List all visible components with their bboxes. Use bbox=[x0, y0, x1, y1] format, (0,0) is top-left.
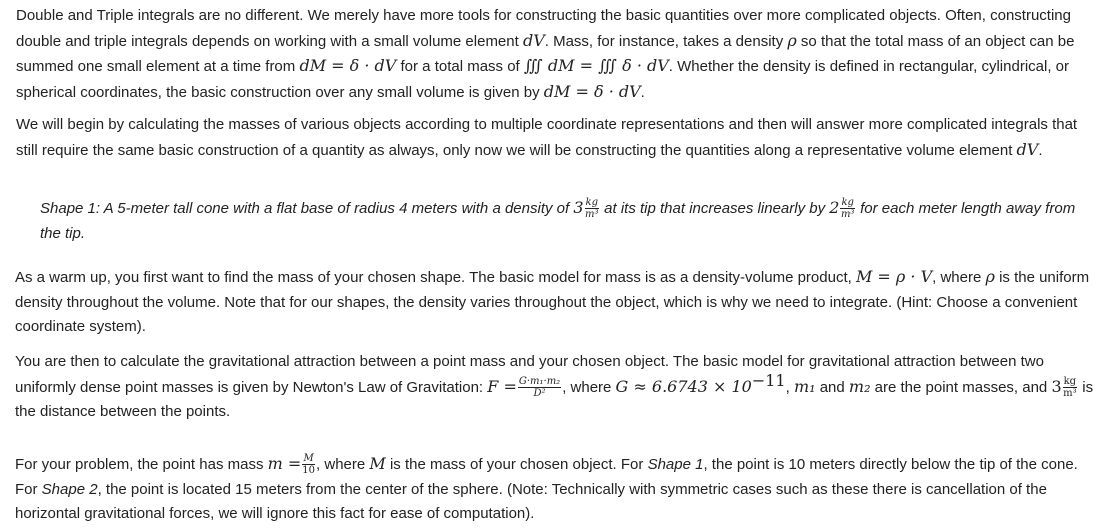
unit-denominator: m³ bbox=[585, 209, 599, 221]
unit-numerator: kg bbox=[841, 197, 854, 209]
gravity-fraction bbox=[518, 377, 561, 399]
paragraph-plan bbox=[16, 113, 1101, 163]
text: , the point is located 15 meters from the center of the sphere. (Note: Technically with symmetric cases such as these there is cancellation of the horizontal gravitational forces, we will ignore this fact for ease of computation). bbox=[15, 480, 1047, 522]
text: For your problem, the point has mass bbox=[15, 456, 268, 473]
math-m1: m₁ bbox=[793, 376, 816, 396]
math-g-constant: G ≈ 6.6743 × 10 bbox=[615, 376, 752, 396]
fraction-denominator: 10 bbox=[302, 465, 316, 477]
unit-fraction bbox=[585, 198, 599, 220]
text: so that the total mass of an object can be summed one small element at a time from bbox=[16, 32, 1075, 75]
math-dv: dV bbox=[522, 30, 545, 50]
text: As a warm up, you first want to find the mass of your chosen shape. The basic model for mass is as a density-volume product, bbox=[15, 269, 856, 286]
paragraph-warmup bbox=[15, 265, 1100, 340]
unit-fraction bbox=[840, 198, 854, 220]
math-rho: ρ bbox=[787, 30, 797, 50]
unit-numerator: kg bbox=[1063, 375, 1077, 387]
shape1-description bbox=[40, 196, 1100, 246]
math-eq-mass: M = ρ · V bbox=[855, 267, 933, 286]
text: Double and Triple integrals are no different. We merely have more tools for constructing the basic quantities over more complicated objects. Often, constructing double and triple integrals depends on working with a small volume element bbox=[16, 7, 1071, 50]
text: is the distance between the points. bbox=[15, 378, 1094, 420]
math-value: 3 bbox=[1051, 376, 1062, 396]
math-value: 2 bbox=[829, 198, 840, 217]
text: , where bbox=[316, 456, 370, 473]
text: for a total mass of bbox=[396, 58, 524, 75]
math-eq-dm: dM = δ · dV bbox=[543, 81, 641, 101]
text: . bbox=[640, 83, 645, 101]
text: is the uniform density throughout the volume. Note that for our shapes, the density varies throughout the object, which is why we need to integrate. (Hint: Choose a convenient coordinate system). bbox=[15, 269, 1090, 335]
paragraph-intro bbox=[16, 4, 1101, 105]
unit-numerator: kg bbox=[585, 197, 598, 209]
text: , where bbox=[932, 269, 986, 286]
paragraph-gravitation bbox=[15, 350, 1100, 425]
unit-fraction bbox=[1063, 377, 1077, 399]
fraction-numerator: M bbox=[303, 453, 314, 465]
fraction-numerator: G·m₁·m₂ bbox=[518, 375, 561, 387]
shape2-reference: Shape 2 bbox=[41, 480, 98, 498]
text: Shape 1: A 5-meter tall cone with a flat base of radius 4 meters with a density of bbox=[40, 200, 574, 217]
unit-denominator: m³ bbox=[840, 209, 855, 221]
text: at its tip that increases linearly by bbox=[599, 200, 830, 217]
math-m2: m₂ bbox=[848, 376, 871, 396]
math-f: F = bbox=[487, 376, 517, 396]
text: , the point is 10 meters directly below the tip of the cone. For bbox=[15, 456, 1078, 498]
math-exponent: −11 bbox=[751, 370, 786, 390]
math-dv: dV bbox=[1016, 139, 1039, 159]
text: . bbox=[1038, 141, 1043, 159]
fraction-denominator: D² bbox=[533, 387, 546, 399]
math-eq-triple-integral: ∭ dM = ∭ δ · dV bbox=[523, 56, 669, 75]
text: , where bbox=[562, 378, 616, 396]
mass-fraction bbox=[302, 454, 315, 476]
math-eq-dm: dM = δ · dV bbox=[299, 56, 397, 75]
text: . Whether the density is defined in rectangular, cylindrical, or spherical coordinates, the basic construction over any small volume is given by bbox=[16, 58, 1069, 101]
paragraph-problem bbox=[15, 452, 1100, 527]
text: is the mass of your chosen object. For bbox=[385, 456, 648, 473]
text: We will begin by calculating the masses of various objects according to multiple coordinate representations and then will answer more complicated integrals that still require the same basic construction of a quantity as always, only now we will be constructing the quantities along a representative volume element bbox=[16, 116, 1078, 159]
unit-denominator: m³ bbox=[1063, 387, 1077, 399]
text: and bbox=[815, 378, 849, 396]
text: . Mass, for instance, takes a density bbox=[544, 32, 788, 50]
text: are the point masses, and bbox=[870, 378, 1052, 396]
text: , bbox=[785, 378, 794, 396]
text: You are then to calculate the gravitational attraction between a point mass and your chosen object. The basic model for gravitational attraction between two uniformly dense point masses is given by Newton's Law of Gravitation: bbox=[15, 353, 1044, 396]
math-value: 3 bbox=[573, 198, 584, 217]
shape1-reference: Shape 1 bbox=[647, 456, 704, 473]
text: for each meter length away from the tip. bbox=[40, 200, 1076, 242]
math-rho: ρ bbox=[985, 267, 995, 286]
math-m: m = bbox=[267, 454, 302, 473]
math-m-capital: M bbox=[369, 454, 386, 473]
